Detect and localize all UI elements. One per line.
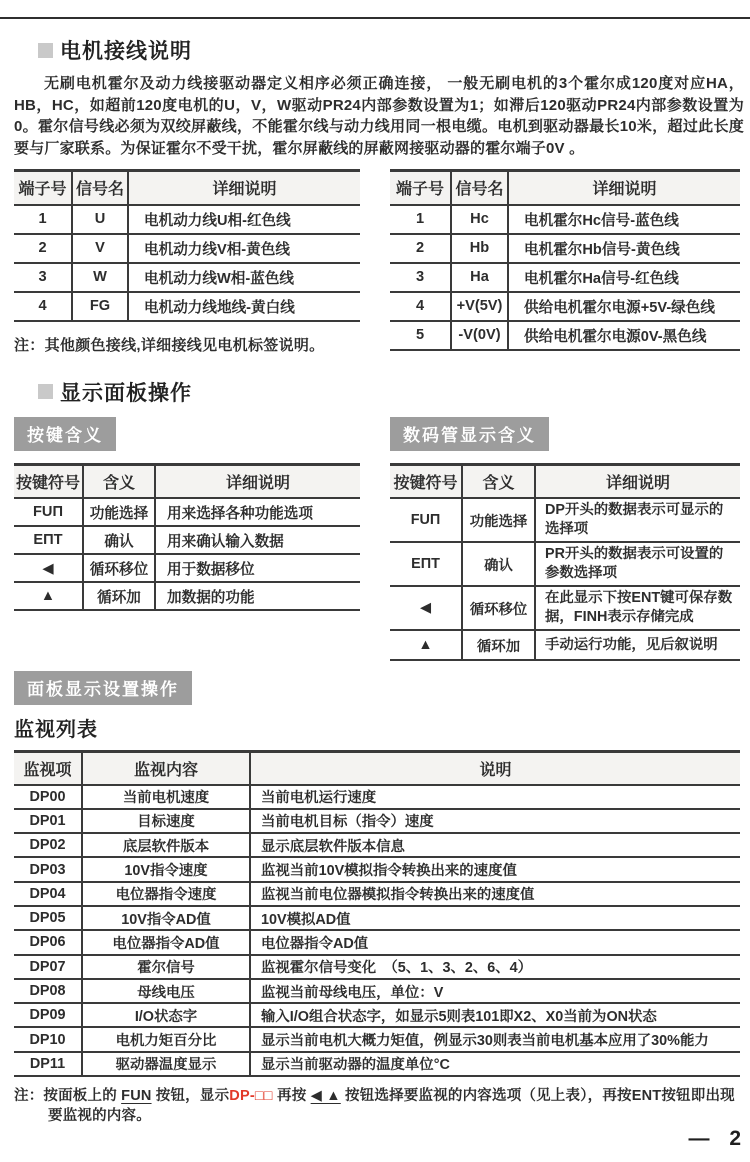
cell-description: 显示底层软件版本信息 — [250, 833, 740, 857]
cell-monitor-content: 电机力矩百分比 — [82, 1027, 250, 1051]
table-row — [390, 292, 740, 321]
cell-description: 10V模拟AD值 — [250, 906, 740, 930]
header-key-symbol: 按键符号 — [14, 464, 83, 498]
cell-key-symbol: FUΠ — [390, 498, 462, 542]
header-key-symbol: 按键符号 — [390, 464, 462, 498]
cell-description: 监视当前母线电压，单位：V — [250, 979, 740, 1003]
table-row — [14, 526, 360, 554]
table-row — [14, 955, 740, 979]
cell-terminal: 2 — [14, 234, 72, 263]
cell-terminal: 2 — [390, 234, 451, 263]
cell-signal: U — [72, 205, 128, 234]
cell-description: DP开头的数据表示可显示的选择项 — [535, 498, 740, 542]
table-header-row — [14, 464, 360, 498]
cell-description: 手动运行功能，见后叙说明 — [535, 630, 740, 660]
section-motor-wiring-title — [38, 35, 750, 65]
keys-meaning-badge: 按键含义 — [14, 417, 116, 451]
monitor-table — [14, 750, 740, 1077]
table-row — [390, 263, 740, 292]
table-row — [14, 205, 360, 234]
cell-description: 输入I/O组合状态字，如显示5则表101即X2、X0当前为ON状态 — [250, 1003, 740, 1027]
cell-monitor-item: DP10 — [14, 1027, 82, 1051]
cell-monitor-item: DP01 — [14, 809, 82, 833]
cell-description: 电机动力线V相-黄色线 — [128, 234, 360, 263]
digital-display-table — [390, 463, 740, 662]
cell-description: 供给电机霍尔电源0V-黑色线 — [508, 321, 740, 350]
table-header-row — [14, 171, 360, 205]
table-row — [14, 785, 740, 809]
cell-monitor-content: 驱动器温度显示 — [82, 1052, 250, 1076]
wiring-tables-row — [14, 169, 740, 355]
monitor-list-title: 监视列表 — [14, 719, 98, 741]
header-description: 详细说明 — [155, 464, 360, 498]
cell-key-symbol: ◀ — [390, 586, 462, 630]
cell-description: 监视霍尔信号变化 （5、1、3、2、6、4） — [250, 955, 740, 979]
cell-signal: +V(5V) — [451, 292, 508, 321]
cell-description: 当前电机目标（指令）速度 — [250, 809, 740, 833]
table-row — [14, 1003, 740, 1027]
cell-key-symbol: EΠT — [390, 542, 462, 586]
cell-description: 电位器指令AD值 — [250, 930, 740, 954]
table-header-row — [390, 464, 740, 498]
table-row — [14, 234, 360, 263]
header-description: 详细说明 — [535, 464, 740, 498]
header-terminal: 端子号 — [14, 171, 72, 205]
keys-table — [14, 463, 360, 612]
table-row — [390, 630, 740, 660]
cell-description: PR开头的数据表示可设置的参数选择项 — [535, 542, 740, 586]
display-table-column — [390, 463, 740, 662]
manual-page — [0, 17, 750, 1162]
cell-terminal: 3 — [14, 263, 72, 292]
table-row — [14, 498, 360, 526]
cell-terminal: 1 — [14, 205, 72, 234]
table-row — [14, 809, 740, 833]
table-row — [14, 906, 740, 930]
cell-description: 加数据的功能 — [155, 582, 360, 610]
cell-terminal: 4 — [390, 292, 451, 321]
cell-description: 电机霍尔Ha信号-红色线 — [508, 263, 740, 292]
hall-table-column — [390, 169, 740, 355]
cell-description: 用来确认输入数据 — [155, 526, 360, 554]
cell-key-symbol: FUΠ — [14, 498, 83, 526]
cell-description: 电机霍尔Hc信号-蓝色线 — [508, 205, 740, 234]
cell-monitor-content: 电位器指令速度 — [82, 882, 250, 906]
section-display-panel-title — [38, 377, 750, 407]
table-row — [390, 205, 740, 234]
cell-monitor-content: I/O状态字 — [82, 1003, 250, 1027]
cell-description: 显示当前电机大概力矩值，例显示30则表当前电机基本应用了30%能力 — [250, 1027, 740, 1051]
cell-monitor-content: 10V指令速度 — [82, 857, 250, 881]
section-title-text: 显示面板操作 — [60, 381, 192, 405]
table-row — [14, 292, 360, 321]
header-terminal: 端子号 — [390, 171, 451, 205]
badge-row — [14, 417, 750, 451]
header-signal: 信号名 — [72, 171, 128, 205]
cell-description: 用来选择各种功能选项 — [155, 498, 360, 526]
table-header-row — [14, 752, 740, 785]
cell-monitor-content: 霍尔信号 — [82, 955, 250, 979]
cell-description: 电机动力线地线-黄白线 — [128, 292, 360, 321]
cell-description: 电机动力线U相-红色线 — [128, 205, 360, 234]
cell-description: 电机霍尔Hb信号-黄色线 — [508, 234, 740, 263]
table-row — [14, 1027, 740, 1051]
table-row — [390, 586, 740, 630]
table-row — [14, 833, 740, 857]
header-monitor-content: 监视内容 — [82, 752, 250, 785]
cell-meaning: 功能选择 — [462, 498, 535, 542]
cell-meaning: 确认 — [83, 526, 155, 554]
cell-description: 在此显示下按ENT键可保存数据，FINH表示存储完成 — [535, 586, 740, 630]
table-row — [390, 498, 740, 542]
hall-wiring-table — [390, 169, 740, 351]
table-row — [14, 582, 360, 610]
cell-terminal: 3 — [390, 263, 451, 292]
cell-monitor-content: 目标速度 — [82, 809, 250, 833]
bullet-square-icon — [38, 384, 53, 399]
fun-key-label: FUN — [121, 1088, 152, 1105]
cell-signal: W — [72, 263, 128, 292]
table-row — [14, 263, 360, 292]
page-number: — 2 — [688, 1127, 748, 1150]
cell-description: 电机动力线W相-蓝色线 — [128, 263, 360, 292]
cell-terminal: 1 — [390, 205, 451, 234]
footnote-label: 注： — [14, 1088, 44, 1105]
header-description: 详细说明 — [128, 171, 360, 205]
cell-description: 用于数据移位 — [155, 554, 360, 582]
cell-signal: Hc — [451, 205, 508, 234]
digital-display-badge: 数码管显示含义 — [390, 417, 549, 451]
cell-signal: -V(0V) — [451, 321, 508, 350]
cell-monitor-item: DP02 — [14, 833, 82, 857]
cell-terminal: 4 — [14, 292, 72, 321]
cell-description: 监视当前10V模拟指令转换出来的速度值 — [250, 857, 740, 881]
cell-monitor-item: DP09 — [14, 1003, 82, 1027]
cell-monitor-content: 当前电机速度 — [82, 785, 250, 809]
cell-key-symbol: ▲ — [390, 630, 462, 660]
power-table-note: 注：其他颜色接线,详细接线见电机标签说明。 — [14, 336, 325, 354]
cell-monitor-content: 电位器指令AD值 — [82, 930, 250, 954]
cell-description: 监视当前电位器模拟指令转换出来的速度值 — [250, 882, 740, 906]
keys-table-column — [14, 463, 360, 662]
bullet-square-icon — [38, 43, 53, 58]
cell-monitor-item: DP05 — [14, 906, 82, 930]
table-row — [14, 554, 360, 582]
cell-description: 当前电机运行速度 — [250, 785, 740, 809]
power-table-column — [14, 169, 360, 355]
arrow-keys-label: ◀ ▲ — [310, 1088, 341, 1105]
cell-description: 显示当前驱动器的温度单位°C — [250, 1052, 740, 1076]
table-row — [14, 1052, 740, 1076]
cell-meaning: 功能选择 — [83, 498, 155, 526]
cell-monitor-item: DP06 — [14, 930, 82, 954]
cell-terminal: 5 — [390, 321, 451, 350]
cell-meaning: 确认 — [462, 542, 535, 586]
cell-signal: Ha — [451, 263, 508, 292]
monitor-table-wrap — [14, 750, 740, 1077]
cell-signal: V — [72, 234, 128, 263]
table-row — [390, 542, 740, 586]
table-row — [390, 234, 740, 263]
footnote: 注：按面板上的 FUN 按钮，显示DP-□□ 再按 ◀ ▲ 按钮选择要监视的内容选项（见上表），再按ENT按钮即出现要监视的内容。 — [14, 1088, 735, 1125]
table-header-row — [390, 171, 740, 205]
header-monitor-item: 监视项 — [14, 752, 82, 785]
table-row — [390, 321, 740, 350]
cell-key-symbol: EΠT — [14, 526, 83, 554]
cell-meaning: 循环移位 — [83, 554, 155, 582]
header-description: 详细说明 — [508, 171, 740, 205]
dp-code-red: DP-□□ — [229, 1088, 273, 1105]
header-signal: 信号名 — [451, 171, 508, 205]
panel-tables-row — [14, 463, 740, 662]
cell-monitor-item: DP07 — [14, 955, 82, 979]
cell-monitor-item: DP08 — [14, 979, 82, 1003]
cell-monitor-item: DP03 — [14, 857, 82, 881]
top-divider — [0, 17, 750, 19]
table-row — [14, 979, 740, 1003]
cell-monitor-content: 底层软件版本 — [82, 833, 250, 857]
cell-monitor-item: DP11 — [14, 1052, 82, 1076]
header-meaning: 含义 — [83, 464, 155, 498]
table-row — [14, 857, 740, 881]
page-title: 电机接线说明 — [60, 40, 192, 63]
cell-monitor-item: DP04 — [14, 882, 82, 906]
header-meaning: 含义 — [462, 464, 535, 498]
cell-signal: FG — [72, 292, 128, 321]
cell-monitor-item: DP00 — [14, 785, 82, 809]
cell-key-symbol: ◀ — [14, 554, 83, 582]
cell-monitor-content: 10V指令AD值 — [82, 906, 250, 930]
cell-monitor-content: 母线电压 — [82, 979, 250, 1003]
table-row — [14, 882, 740, 906]
cell-meaning: 循环加 — [462, 630, 535, 660]
intro-paragraph: 无刷电机霍尔及动力线接驱动器定义相序必须正确连接， 一般无刷电机的3个霍尔成120度对应HA，HB，HC，如超前120度电机的U，V，W驱动PR24内部参数设置为1；如滞后120驱动PR24内部参数设置为0。霍尔信号线必须为双绞屏蔽线，不能霍尔线与动力线用同一根电缆。电机到驱动器最长10米，超过此长度要与厂家联系。为保证霍尔不受干扰，霍尔屏蔽线的屏蔽网接驱动器的霍尔端子0V 。 — [14, 75, 744, 157]
header-description: 说明 — [250, 752, 740, 785]
cell-key-symbol: ▲ — [14, 582, 83, 610]
table-row — [14, 930, 740, 954]
power-wiring-table — [14, 169, 360, 322]
panel-setting-badge: 面板显示设置操作 — [14, 671, 192, 705]
cell-meaning: 循环移位 — [462, 586, 535, 630]
cell-description: 供给电机霍尔电源+5V-绿色线 — [508, 292, 740, 321]
cell-signal: Hb — [451, 234, 508, 263]
cell-meaning: 循环加 — [83, 582, 155, 610]
